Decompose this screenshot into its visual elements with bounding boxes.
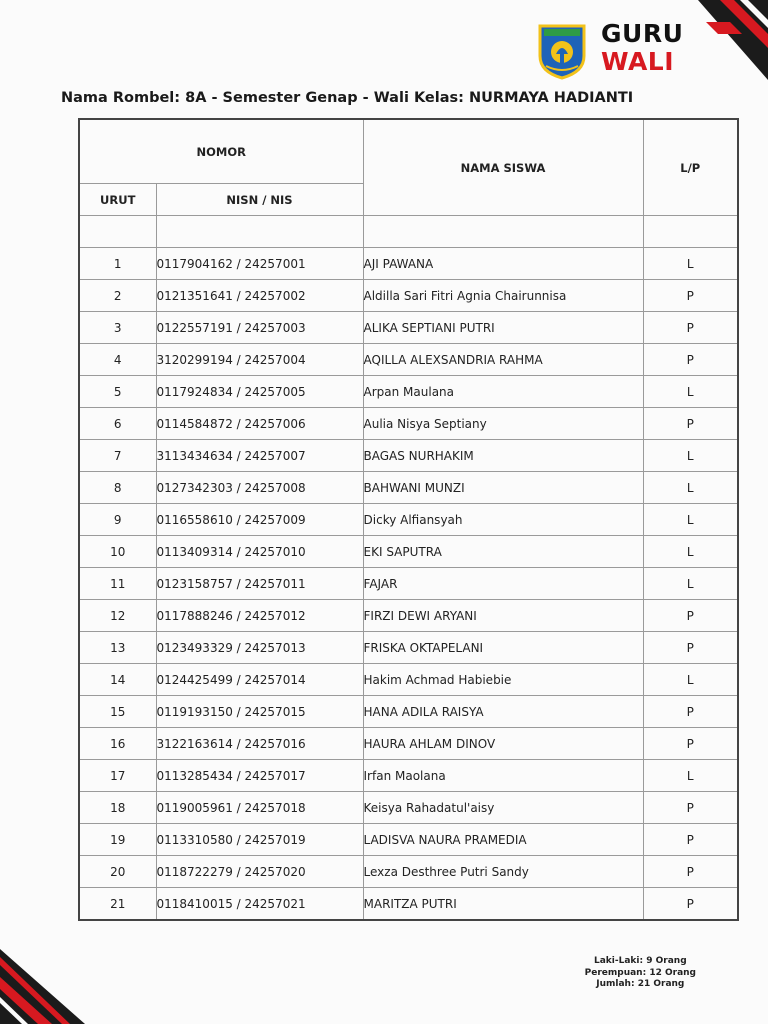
cell-lp: L: [643, 472, 738, 504]
cell-nisn: 0119193150 / 24257015: [156, 696, 363, 728]
cell-urut: 1: [79, 248, 156, 280]
cell-lp: L: [643, 376, 738, 408]
table-row: [79, 568, 738, 600]
table-row: [79, 856, 738, 888]
cell-urut: 17: [79, 760, 156, 792]
cell-urut: 11: [79, 568, 156, 600]
cell-lp: P: [643, 792, 738, 824]
cell-nama-siswa: FIRZI DEWI ARYANI: [363, 600, 643, 632]
cell-nama-siswa: HANA ADILA RAISYA: [363, 696, 643, 728]
cell-nama-siswa: Irfan Maolana: [363, 760, 643, 792]
cell-lp: L: [643, 536, 738, 568]
cell-nama-siswa: FRISKA OKTAPELANI: [363, 632, 643, 664]
table-row: [79, 664, 738, 696]
table-row: [79, 280, 738, 312]
cell-nama-siswa: BAHWANI MUNZI: [363, 472, 643, 504]
summary-perempuan: Perempuan: 12 Orang: [584, 967, 696, 978]
cell-nisn: 0123158757 / 24257011: [156, 568, 363, 600]
cell-nisn: 0114584872 / 24257006: [156, 408, 363, 440]
cell-nisn: 0123493329 / 24257013: [156, 632, 363, 664]
header-urut: URUT: [79, 184, 156, 216]
cell-nisn: 0113310580 / 24257019: [156, 824, 363, 856]
cell-nama-siswa: Arpan Maulana: [363, 376, 643, 408]
header-nomor: NOMOR: [79, 119, 363, 184]
cell-urut: 13: [79, 632, 156, 664]
page-title: Nama Rombel: 8A - Semester Genap - Wali Kelas: NURMAYA HADIANTI: [61, 90, 634, 106]
brand-line1: GURU: [601, 19, 684, 48]
table-row: [79, 248, 738, 280]
roster-body: [79, 216, 738, 921]
cell-lp: L: [643, 760, 738, 792]
school-emblem-logo: [536, 22, 588, 80]
table-row: [79, 312, 738, 344]
cell-nisn: 0124425499 / 24257014: [156, 664, 363, 696]
cell-nisn: 0121351641 / 24257002: [156, 280, 363, 312]
table-row: [79, 440, 738, 472]
cell-nama-siswa: AQILLA ALEXSANDRIA RAHMA: [363, 344, 643, 376]
cell-nama-siswa: HAURA AHLAM DINOV: [363, 728, 643, 760]
cell-lp: P: [643, 280, 738, 312]
cell-nama-siswa: Aldilla Sari Fitri Agnia Chairunnisa: [363, 280, 643, 312]
cell-nisn: 0122557191 / 24257003: [156, 312, 363, 344]
cell-nama-siswa: BAGAS NURHAKIM: [363, 440, 643, 472]
cell-urut: 16: [79, 728, 156, 760]
header-lp: L/P: [643, 119, 738, 216]
cell-urut: 8: [79, 472, 156, 504]
cell-lp: P: [643, 312, 738, 344]
cell-urut: 15: [79, 696, 156, 728]
cell-nisn: 0117924834 / 24257005: [156, 376, 363, 408]
table-row: [79, 760, 738, 792]
cell-lp: L: [643, 504, 738, 536]
cell-nama-siswa: ALIKA SEPTIANI PUTRI: [363, 312, 643, 344]
cell-urut: 9: [79, 504, 156, 536]
cell-nama-siswa: Keisya Rahadatul'aisy: [363, 792, 643, 824]
brand-wordmark: [601, 20, 683, 76]
cell-urut: 18: [79, 792, 156, 824]
cell-nisn: 3113434634 / 24257007: [156, 440, 363, 472]
table-row: [79, 600, 738, 632]
cell-lp: P: [643, 824, 738, 856]
student-roster-table: [78, 118, 739, 921]
cell-urut: 3: [79, 312, 156, 344]
cell-nisn: 0116558610 / 24257009: [156, 504, 363, 536]
table-row: [79, 632, 738, 664]
summary-jumlah: Jumlah: 21 Orang: [596, 979, 685, 989]
cell-nisn: 3120299194 / 24257004: [156, 344, 363, 376]
cell-nisn: 0113409314 / 24257010: [156, 536, 363, 568]
cell-nama-siswa: EKI SAPUTRA: [363, 536, 643, 568]
table-row: [79, 472, 738, 504]
cell-lp: P: [643, 888, 738, 921]
cell-nisn: 0113285434 / 24257017: [156, 760, 363, 792]
cell-nama-siswa: Dicky Alfiansyah: [363, 504, 643, 536]
cell-nama-siswa: AJI PAWANA: [363, 248, 643, 280]
table-row: [79, 536, 738, 568]
table-row: [79, 728, 738, 760]
cell-lp: P: [643, 408, 738, 440]
cell-nama-siswa: Aulia Nisya Septiany: [363, 408, 643, 440]
cell-nisn: 0117888246 / 24257012: [156, 600, 363, 632]
cell-urut: 6: [79, 408, 156, 440]
table-row: [79, 504, 738, 536]
cell-urut: 12: [79, 600, 156, 632]
table-row: [79, 376, 738, 408]
cell-lp: L: [643, 440, 738, 472]
cell-nama-siswa: Lexza Desthree Putri Sandy: [363, 856, 643, 888]
cell-lp: P: [643, 856, 738, 888]
table-row: [79, 792, 738, 824]
cell-urut: 14: [79, 664, 156, 696]
cell-lp: L: [643, 568, 738, 600]
brand-line2: WALI: [601, 47, 675, 76]
cell-urut: 21: [79, 888, 156, 921]
corner-stripes-decoration: [0, 949, 95, 1024]
cell-nisn: 0127342303 / 24257008: [156, 472, 363, 504]
cell-nisn: 0118410015 / 24257021: [156, 888, 363, 921]
cell-nama-siswa: LADISVA NAURA PRAMEDIA: [363, 824, 643, 856]
cell-lp: P: [643, 696, 738, 728]
cell-urut: 7: [79, 440, 156, 472]
table-row: [79, 408, 738, 440]
cell-nisn: 3122163614 / 24257016: [156, 728, 363, 760]
cell-lp: L: [643, 248, 738, 280]
table-row: [79, 344, 738, 376]
cell-nama-siswa: MARITZA PUTRI: [363, 888, 643, 921]
cell-urut: 10: [79, 536, 156, 568]
table-row: [79, 696, 738, 728]
cell-lp: L: [643, 664, 738, 696]
cell-urut: 2: [79, 280, 156, 312]
cell-nisn: 0119005961 / 24257018: [156, 792, 363, 824]
cell-urut: 20: [79, 856, 156, 888]
cell-nama-siswa: Hakim Achmad Habiebie: [363, 664, 643, 696]
cell-urut: 5: [79, 376, 156, 408]
cell-lp: P: [643, 728, 738, 760]
cell-nisn: 0117904162 / 24257001: [156, 248, 363, 280]
cell-urut: 4: [79, 344, 156, 376]
cell-lp: P: [643, 344, 738, 376]
spacer-row: [79, 216, 738, 248]
header-nama-siswa: NAMA SISWA: [363, 119, 643, 216]
table-row: [79, 824, 738, 856]
cell-nisn: 0118722279 / 24257020: [156, 856, 363, 888]
cell-urut: 19: [79, 824, 156, 856]
gender-summary: [585, 956, 696, 991]
summary-laki: Laki-Laki: 9 Orang: [594, 956, 687, 966]
cell-nama-siswa: FAJAR: [363, 568, 643, 600]
cell-lp: P: [643, 600, 738, 632]
cell-lp: P: [643, 632, 738, 664]
header-nisn: NISN / NIS: [156, 184, 363, 216]
table-row: [79, 888, 738, 921]
corner-stripes-decoration: [678, 0, 768, 80]
